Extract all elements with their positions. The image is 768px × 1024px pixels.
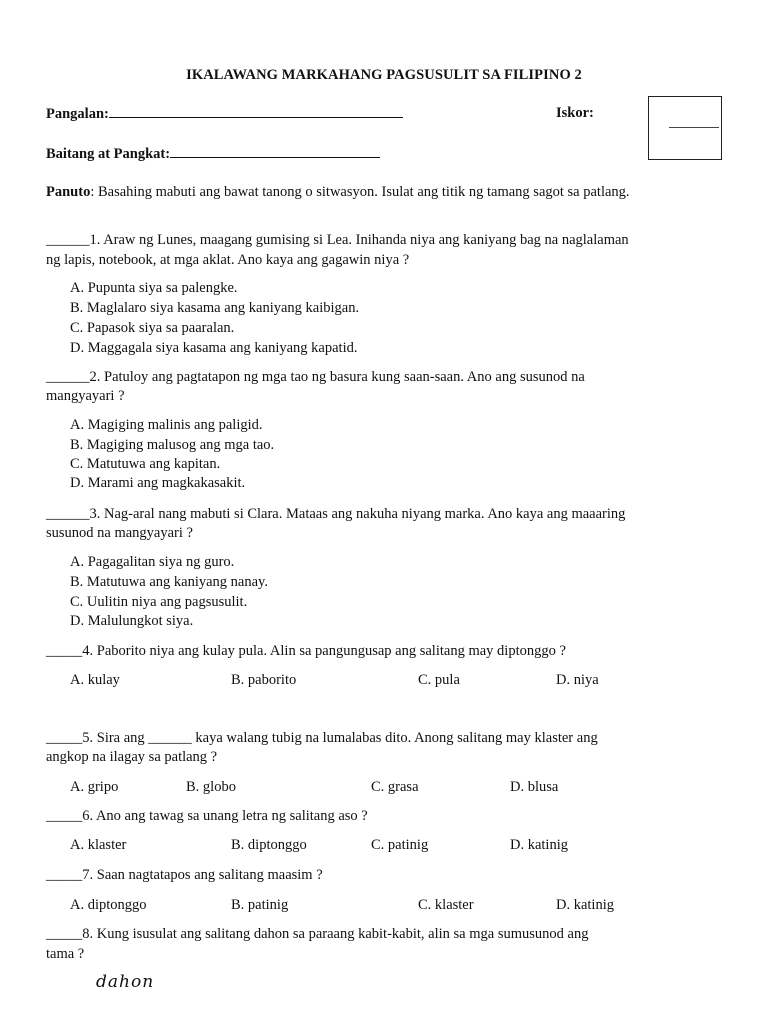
question-3: ______3. Nag-aral nang mabuti si Clara. Mataas ang nakuha niyang marka. Ano kaya ang maaaring <box>46 506 626 522</box>
page-title: IKALAWANG MARKAHANG PAGSUSULIT SA FILIPINO 2 <box>186 67 582 83</box>
choice-5d: D. blusa <box>510 779 559 795</box>
choice-4b: B. paborito <box>231 672 297 688</box>
choice-3a: A. Pagagalitan siya ng guro. <box>70 554 235 570</box>
answer-blank[interactable]: _____ <box>46 730 83 746</box>
choice-7d: D. katinig <box>556 897 614 913</box>
choice-2d: D. Marami ang magkakasakit. <box>70 475 246 491</box>
answer-blank[interactable]: ______ <box>46 369 90 385</box>
question-1-line-2: ng lapis, notebook, at mga aklat. Ano kaya ang gagawin niya ? <box>46 252 410 268</box>
question-5: _____5. Sira ang ______ kaya walang tubig na lumalabas dito. Anong salitang may klaster ang <box>46 730 598 746</box>
choice-2a: A. Magiging malinis ang paligid. <box>70 417 263 433</box>
score-box[interactable] <box>648 96 722 160</box>
answer-blank[interactable]: _____ <box>46 926 83 942</box>
grade-field <box>46 144 380 163</box>
choice-5c: C. grasa <box>371 779 419 795</box>
choice-4a: A. kulay <box>70 672 120 688</box>
question-5-line-2: angkop na ilagay sa patlang ? <box>46 749 218 765</box>
choice-7c: C. klaster <box>418 897 474 913</box>
choice-6d: D. katinig <box>510 837 568 853</box>
instructions-text: : Basahing mabuti ang bawat tanong o sitwasyon. Isulat ang titik ng tamang sagot sa patlang. <box>90 184 630 200</box>
name-field <box>46 104 403 123</box>
grade-label: Baitang at Pangkat: <box>46 146 171 162</box>
choice-4c: C. pula <box>418 672 460 688</box>
choice-5a: A. gripo <box>70 779 119 795</box>
choice-6b: B. diptonggo <box>231 837 307 853</box>
choice-3d: D. Malulungkot siya. <box>70 613 194 629</box>
question-7: _____7. Saan nagtatapos ang salitang maasim ? <box>46 867 323 883</box>
question-8-line-2: tama ? <box>46 946 85 962</box>
choice-5b: B. globo <box>186 779 236 795</box>
choice-2b: B. Magiging malusog ang mga tao. <box>70 437 275 453</box>
name-label: Pangalan: <box>46 106 109 122</box>
instructions-label: Panuto <box>46 184 91 200</box>
choice-1d: D. Maggagala siya kasama ang kaniyang kapatid. <box>70 340 358 356</box>
answer-blank[interactable]: _____ <box>46 643 83 659</box>
choice-2c: C. Matutuwa ang kapitan. <box>70 456 221 472</box>
question-2-line-2: mangyayari ? <box>46 388 125 404</box>
question-4: _____4. Paborito niya ang kulay pula. Alin sa pangungusap ang salitang may diptonggo ? <box>46 643 566 659</box>
choice-6c: C. patinig <box>371 837 429 853</box>
answer-blank[interactable]: _____ <box>46 867 83 883</box>
answer-blank[interactable]: ______ <box>46 232 90 248</box>
choice-4d: D. niya <box>556 672 599 688</box>
question-1: ______1. Araw ng Lunes, maagang gumising si Lea. Inihanda niya ang kaniyang bag na naglalaman <box>46 232 629 248</box>
answer-blank[interactable]: ______ <box>46 506 90 522</box>
question-3-line-2: susunod na mangyayari ? <box>46 525 193 541</box>
score-divider <box>669 127 719 128</box>
instructions <box>46 183 630 201</box>
question-6: _____6. Ano ang tawag sa unang letra ng salitang aso ? <box>46 808 368 824</box>
choice-1c: C. Papasok siya sa paaralan. <box>70 320 235 336</box>
choice-7b: B. patinig <box>231 897 289 913</box>
choice-1a: A. Pupunta siya sa palengke. <box>70 280 238 296</box>
choice-7a: A. diptonggo <box>70 897 147 913</box>
cursive-word-sample: dahon <box>96 972 155 992</box>
score-label: Iskor: <box>556 105 594 121</box>
choice-3b: B. Matutuwa ang kaniyang nanay. <box>70 574 268 590</box>
name-blank-line[interactable] <box>109 104 403 118</box>
answer-blank[interactable]: _____ <box>46 808 83 824</box>
question-8: _____8. Kung isusulat ang salitang dahon sa paraang kabit-kabit, alin sa mga sumusunod ang <box>46 926 589 942</box>
grade-blank-line[interactable] <box>170 144 380 158</box>
choice-3c: C. Uulitin niya ang pagsusulit. <box>70 594 248 610</box>
choice-1b: B. Maglalaro siya kasama ang kaniyang kaibigan. <box>70 300 360 316</box>
question-2: ______2. Patuloy ang pagtatapon ng mga tao ng basura kung saan-saan. Ano ang susunod na <box>46 369 585 385</box>
choice-6a: A. klaster <box>70 837 127 853</box>
